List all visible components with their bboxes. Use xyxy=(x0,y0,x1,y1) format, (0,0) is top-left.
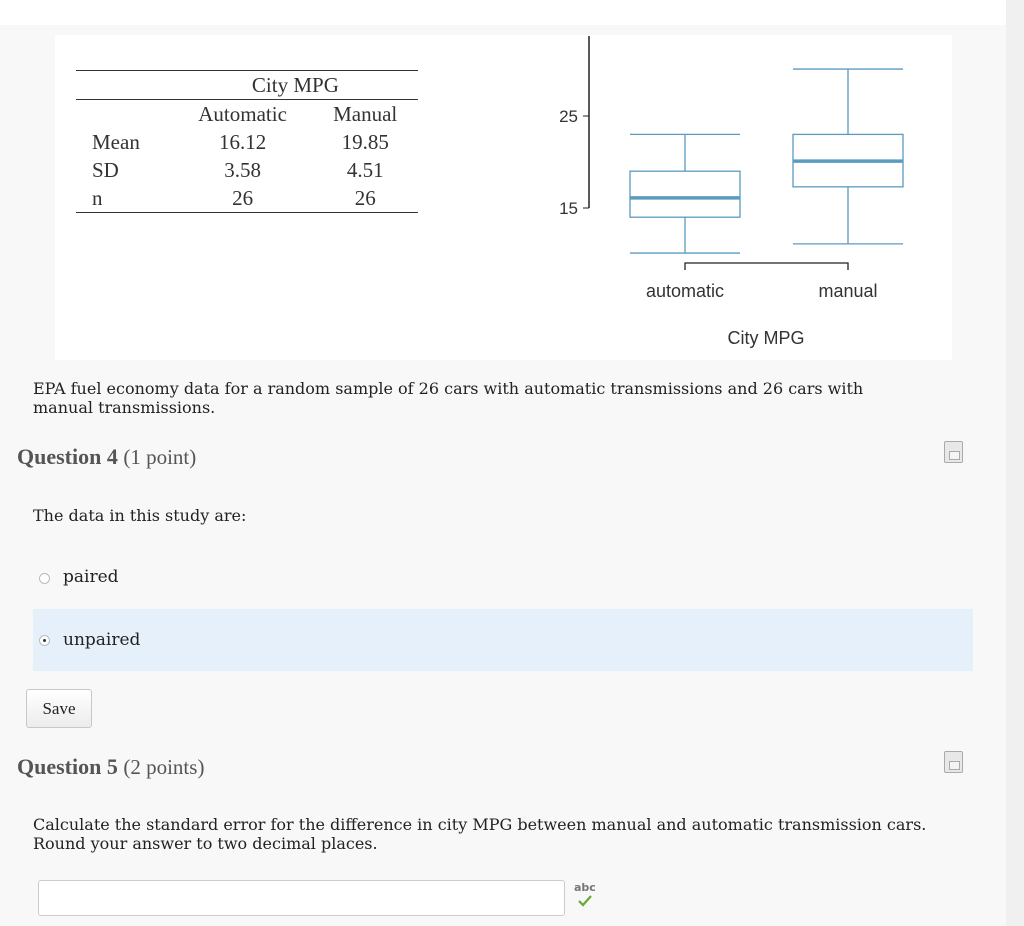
boxplot-chart xyxy=(540,30,960,355)
cell: 26 xyxy=(232,185,254,210)
option-label[interactable]: paired xyxy=(63,567,119,587)
selected-option-row[interactable] xyxy=(33,609,973,671)
row-label: n xyxy=(92,185,103,210)
scrollbar[interactable] xyxy=(1006,0,1024,926)
question-4-text: The data in this study are: xyxy=(33,506,247,525)
cell: 16.12 xyxy=(218,129,267,154)
question-4-title: Question 4 (1 point) xyxy=(17,444,197,469)
table-row xyxy=(76,128,418,156)
y-tick-label: 25 xyxy=(559,107,578,126)
question-5-title: Question 5 (2 points) xyxy=(17,754,205,779)
x-tick-label: manual xyxy=(818,281,878,301)
spellcheck-icon[interactable] xyxy=(574,882,596,912)
table-row xyxy=(76,184,418,213)
figure-caption: EPA fuel economy data for a random sample of 26 cars with automatic transmissions and 26 cars with manual transmissions. xyxy=(33,379,864,417)
cell: 4.51 xyxy=(346,157,384,182)
x-axis-label: City MPG xyxy=(727,328,805,348)
y-tick-label: 15 xyxy=(559,199,578,218)
top-bar xyxy=(0,0,1006,25)
check-mark-icon xyxy=(578,895,592,907)
row-label: SD xyxy=(92,157,119,182)
save-icon[interactable] xyxy=(944,751,963,773)
question-5-text: Calculate the standard error for the difference in city MPG between manual and automatic transmission cars. Round your answer to two decimal places. xyxy=(33,815,927,853)
save-button[interactable]: Save xyxy=(26,689,92,728)
option-label[interactable]: unpaired xyxy=(63,630,141,650)
col-header: Automatic xyxy=(198,101,287,126)
spellcheck-label: abc xyxy=(574,881,596,894)
row-label: Mean xyxy=(92,129,140,154)
box-automatic xyxy=(630,171,740,217)
answer-input[interactable] xyxy=(38,880,565,916)
cell: 26 xyxy=(354,185,376,210)
radio-unpaired[interactable] xyxy=(39,635,50,646)
save-icon[interactable] xyxy=(944,441,963,463)
radio-paired[interactable] xyxy=(39,573,50,584)
table-title: City MPG xyxy=(251,72,339,97)
x-tick-label: automatic xyxy=(645,281,725,301)
cell: 3.58 xyxy=(224,157,261,182)
table-row xyxy=(76,156,418,184)
cell: 19.85 xyxy=(341,129,389,154)
x-axis xyxy=(685,263,848,270)
stats-table xyxy=(76,70,418,213)
col-header: Manual xyxy=(333,101,398,126)
